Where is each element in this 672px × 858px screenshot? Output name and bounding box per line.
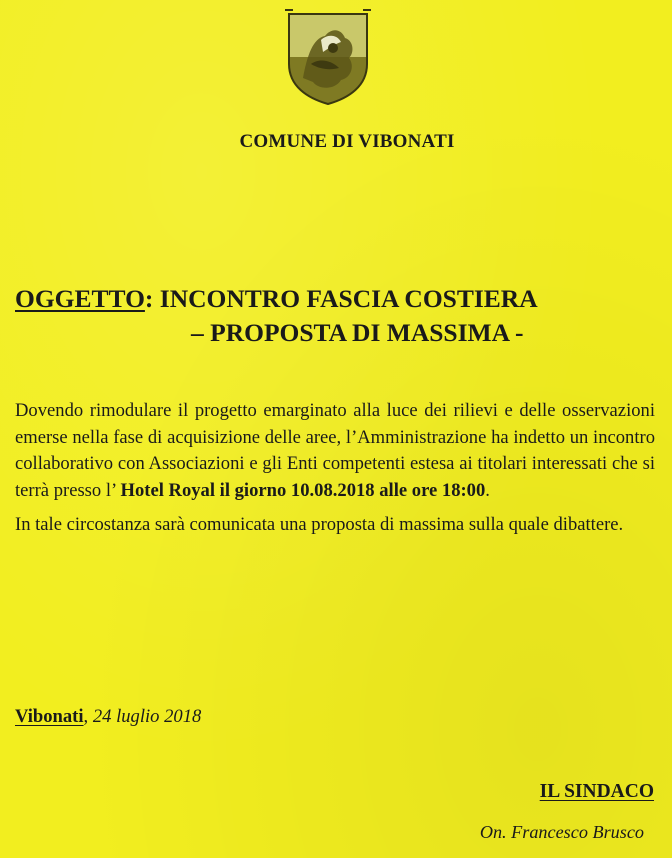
place-and-date: [15, 706, 201, 728]
subject-label: OGGETTO: [15, 284, 145, 313]
subject-line-2: – PROPOSTA DI MASSIMA -: [191, 318, 524, 347]
subject-line-1: [15, 282, 538, 316]
paragraph-1-text: Dovendo rimodulare il progetto emarginato alla luce dei rilievi e delle osservazioni emerse nella fase di acquisizione delle aree, l’Amministrazione ha indetto un incontro collaborativo con Associazioni e gli Enti competenti estesa ai titolari interessati che si terrà presso l’: [15, 400, 655, 501]
notice-body: [15, 398, 655, 539]
body-paragraph-1: [15, 398, 655, 504]
place-name: Vibonati: [15, 706, 84, 727]
subject-separator: :: [144, 284, 154, 313]
signature-title: IL SINDACO: [539, 781, 654, 802]
event-location-datetime: Hotel Royal il giorno 10.08.2018 alle ore 18:00: [120, 479, 486, 501]
municipality-title: COMUNE DI VIBONATI: [239, 131, 455, 152]
paragraph-1-end: .: [485, 479, 490, 501]
coat-of-arms-icon: [283, 8, 373, 106]
subject-title: INCONTRO FASCIA COSTIERA: [153, 284, 538, 313]
signature-name: On. Francesco Brusco: [479, 822, 644, 842]
notice-date: 24 luglio 2018: [88, 706, 202, 727]
body-paragraph-2: In tale circostanza sarà comunicata una proposta di massima sulla quale dibattere.: [15, 514, 624, 536]
place-comma: ,: [83, 706, 89, 727]
